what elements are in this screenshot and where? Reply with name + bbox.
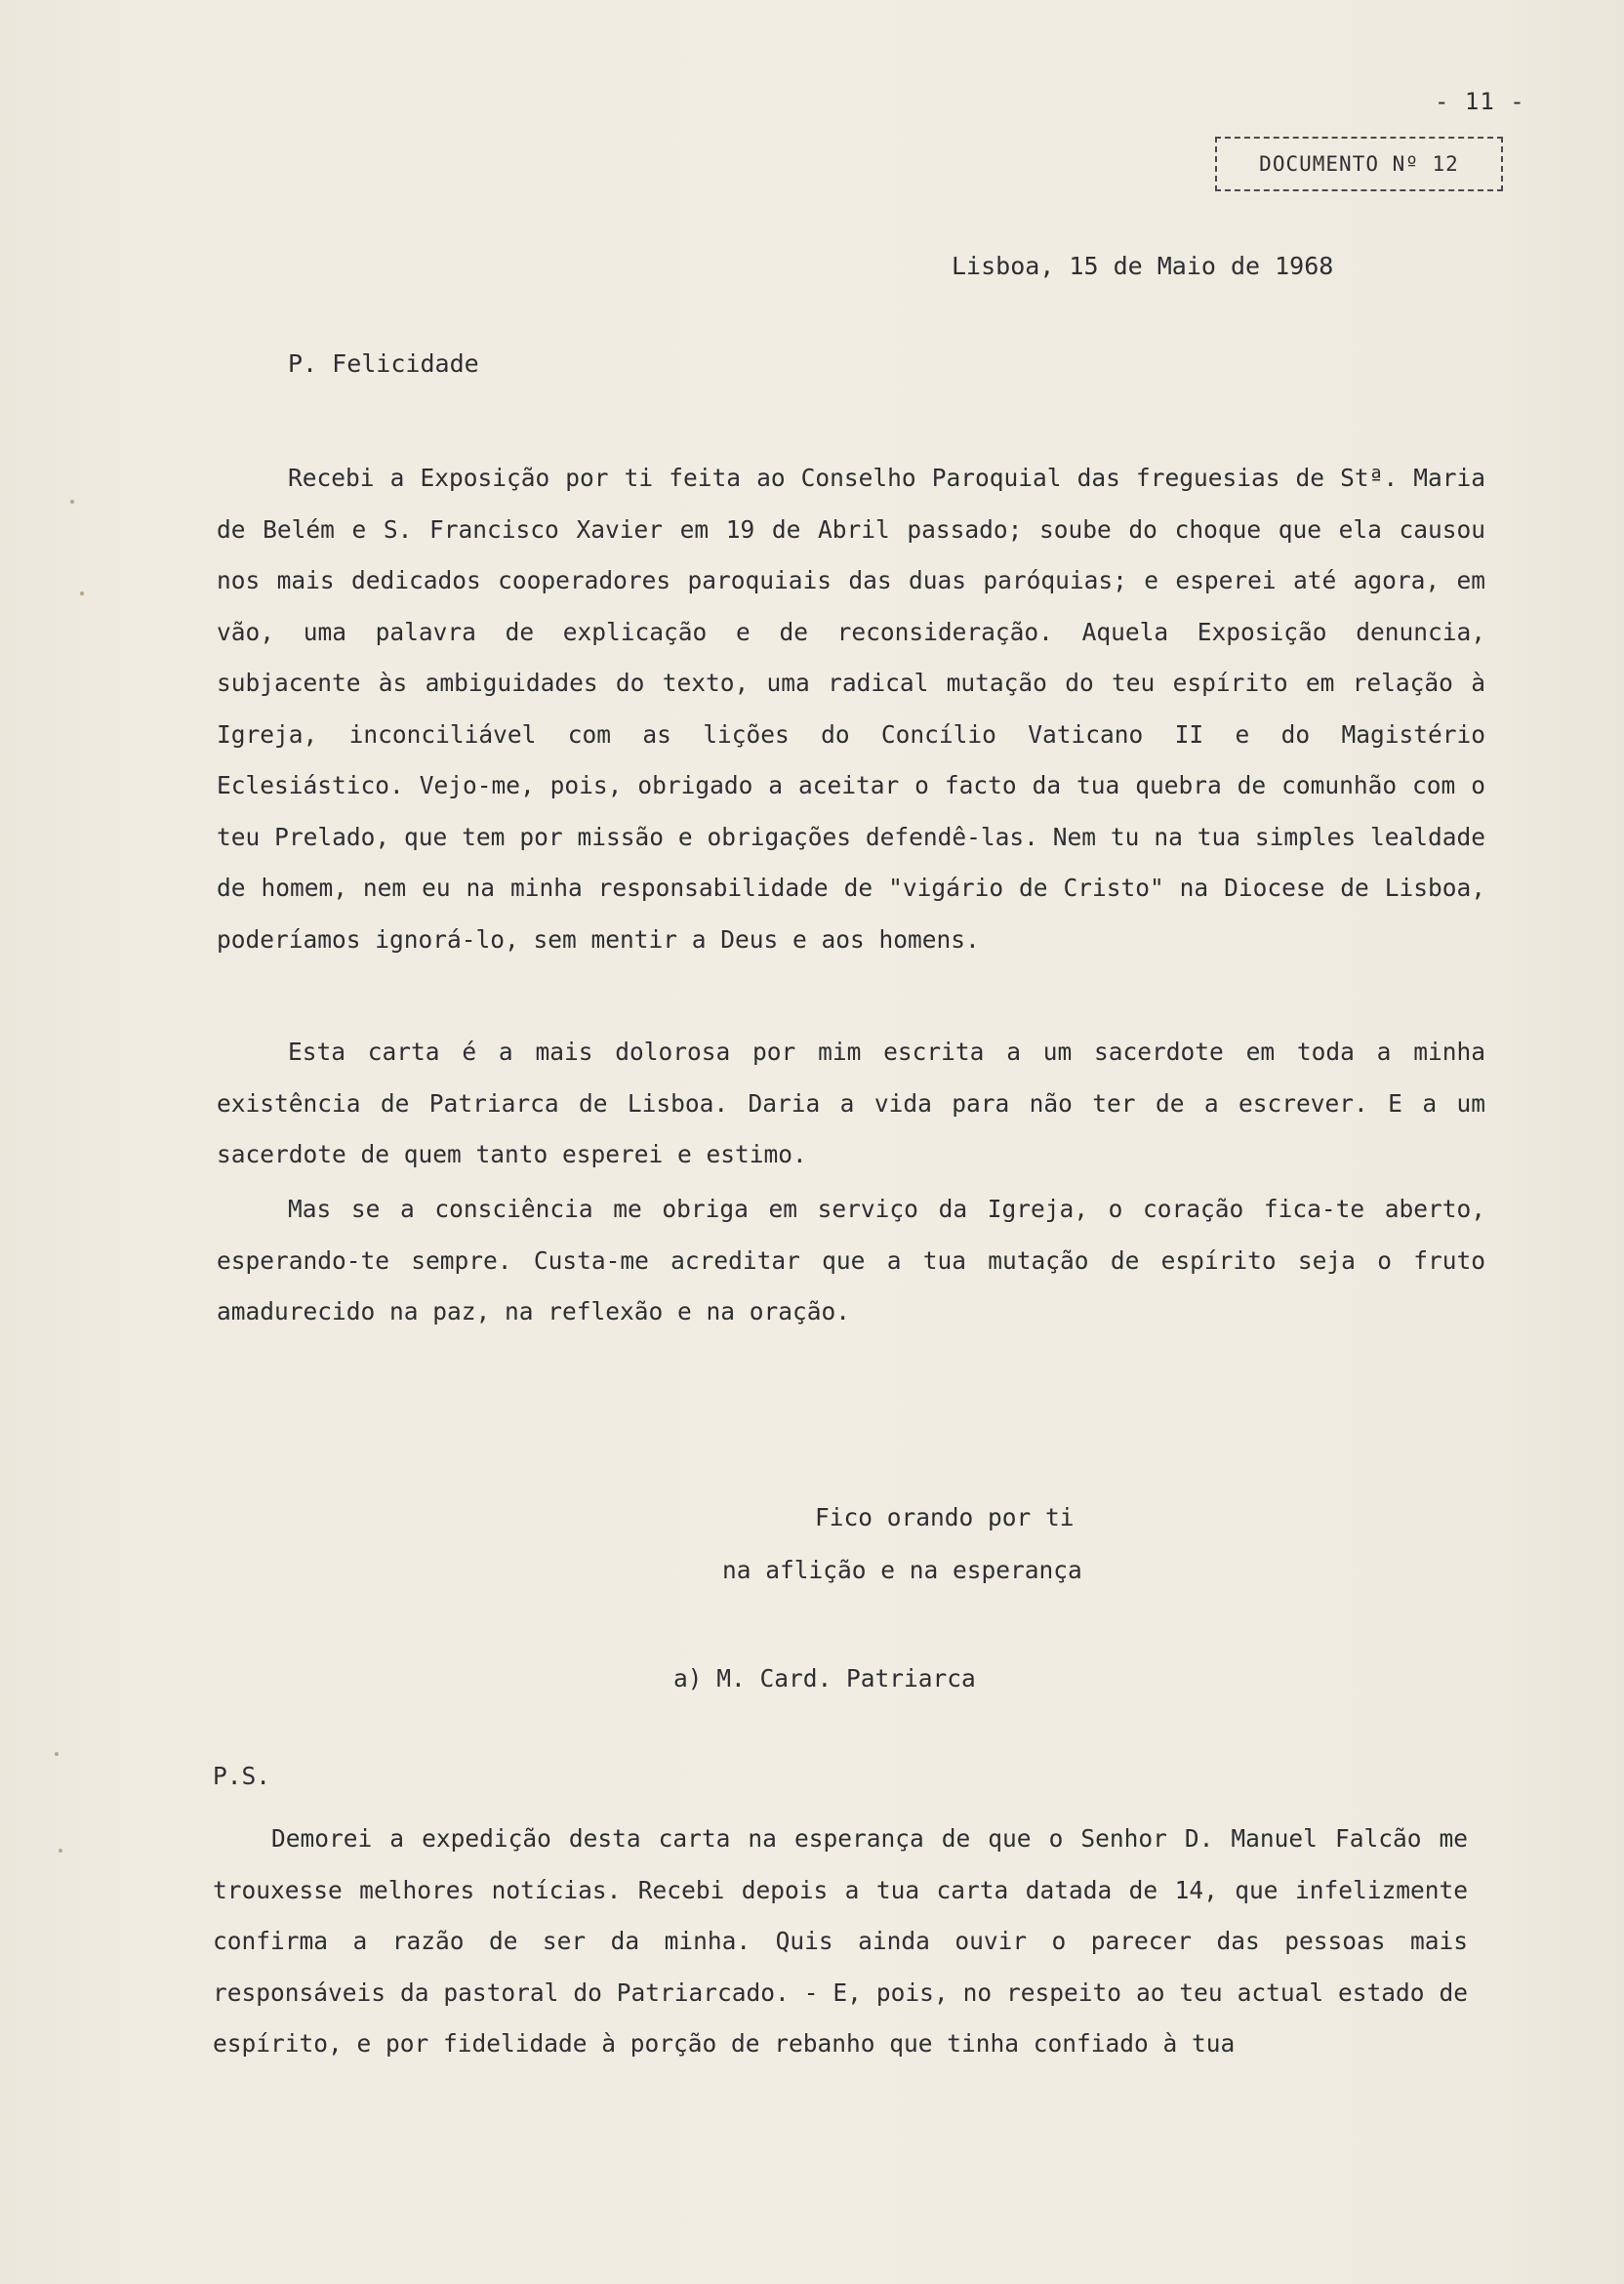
- postscript-text: [213, 1814, 1468, 2070]
- punch-mark: [70, 500, 74, 504]
- paragraph-text: Mas se a consciência me obriga em serviço da Igreja, o coração fica-te aberto, esperando-te sempre. Custa-me acreditar que a tua mutação de espírito seja o fruto amadurecido na paz, na reflexão e na oração.: [217, 1195, 1485, 1326]
- punch-mark: [80, 591, 84, 595]
- letter-salutation: P. Felicidade: [288, 349, 479, 378]
- page-number: - 11 -: [1435, 88, 1525, 115]
- letter-body-paragraph-3: [217, 1184, 1485, 1338]
- closing-line-2: na aflição e na esperança: [722, 1556, 1082, 1584]
- document-number-stamp: [1215, 137, 1503, 191]
- letter-body-paragraph-1: [217, 453, 1485, 965]
- closing-line-1: Fico orando por ti: [815, 1503, 1075, 1531]
- paragraph-text: Recebi a Exposição por ti feita ao Conselho Paroquial das freguesias de Stª. Maria de Belém e S. Francisco Xavier em 19 de Abril passado; soube do choque que ela causou nos mais dedicados cooperadores paroquiais das duas paróquias; e esperei até agora, em vão, uma palavra de explicação e de reconsideração. Aquela Exposição denuncia, subjacente às ambiguidades do texto, uma radical mutação do teu espírito em relação à Igreja, inconciliável com as lições do Concílio Vaticano II e do Magistério Eclesiástico. Vejo-me, pois, obrigado a aceitar o facto da tua quebra de comunhão com o teu Prelado, que tem por missão e obrigações defendê-las. Nem tu na tua simples lealdade de homem, nem eu na minha responsabilidade de "vigário de Cristo" na Diocese de Lisboa, poderíamos ignorá-lo, sem mentir a Deus e aos homens.: [217, 464, 1485, 954]
- punch-mark: [59, 1849, 62, 1853]
- document-number-label: DOCUMENTO Nº 12: [1259, 152, 1459, 176]
- postscript-paragraph: Demorei a expedição desta carta na esperança de que o Senhor D. Manuel Falcão me trouxesse melhores notícias. Recebi depois a tua carta datada de 14, que infelizmente confirma a razão de ser da minha. Quis ainda ouvir o parecer das pessoas mais responsáveis da pastoral do Patriarcado. - E, pois, no respeito ao teu actual estado de espírito, e por fidelidade à porção de rebanho que tinha confiado à tua: [213, 1824, 1468, 2058]
- letter-date: Lisboa, 15 de Maio de 1968: [952, 252, 1334, 280]
- signature: a) M. Card. Patriarca: [673, 1664, 976, 1693]
- punch-mark: [55, 1752, 59, 1756]
- postscript-label: P.S.: [213, 1762, 271, 1790]
- paragraph-text: Esta carta é a mais dolorosa por mim escrita a um sacerdote em toda a minha existência de Patriarca de Lisboa. Daria a vida para não ter de a escrever. E a um sacerdote de quem tanto esperei e estimo.: [217, 1038, 1485, 1168]
- letter-body-paragraph-2: [217, 1027, 1485, 1181]
